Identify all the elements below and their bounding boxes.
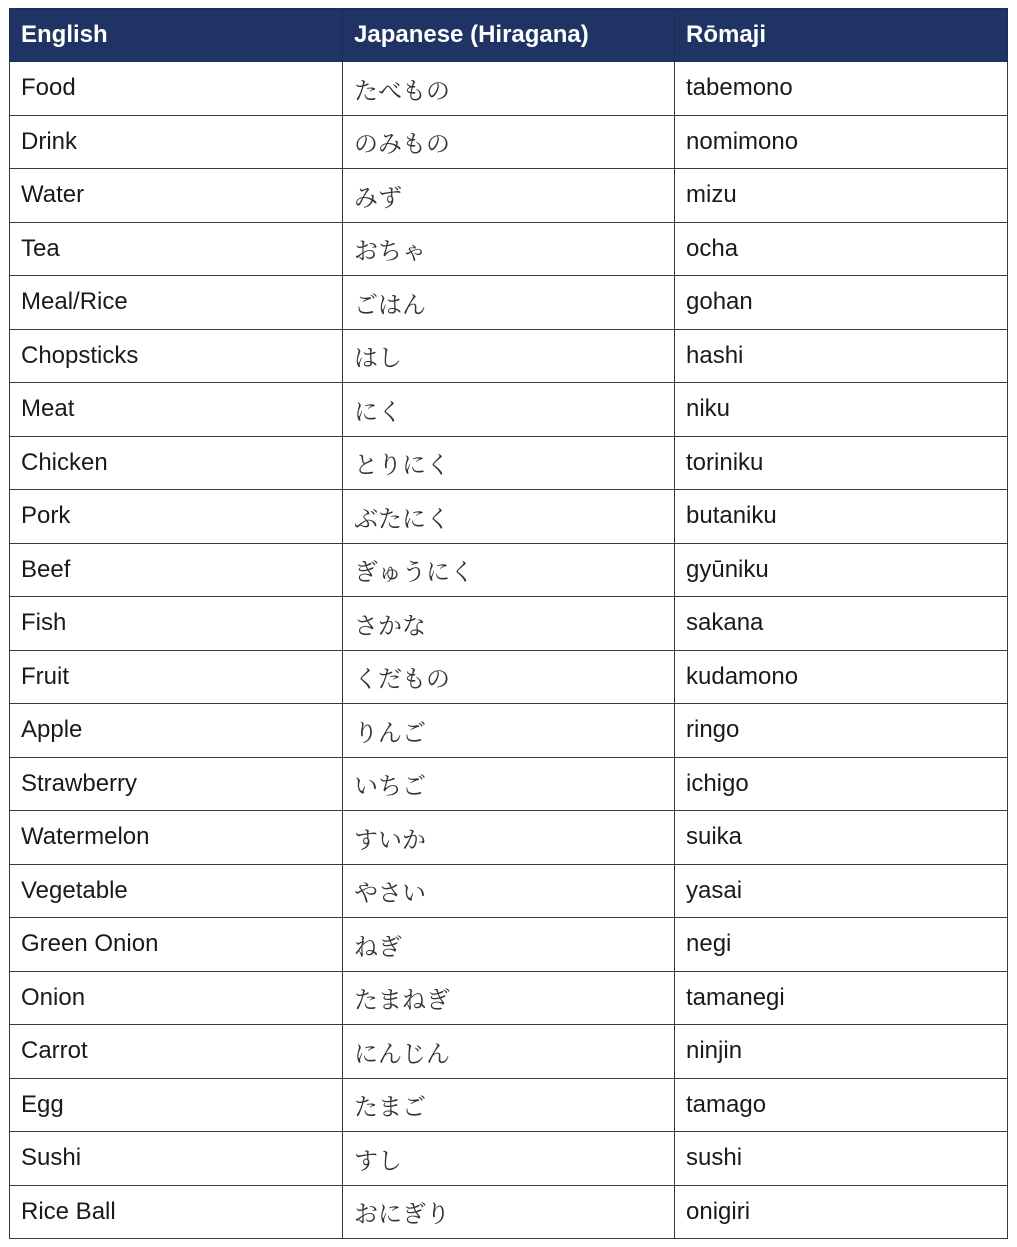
hiragana-cell: ごはん (343, 276, 675, 330)
english-cell: Vegetable (10, 864, 343, 918)
hiragana-cell: おちゃ (343, 222, 675, 276)
english-cell: Carrot (10, 1025, 343, 1079)
hiragana-cell: すいか (343, 811, 675, 865)
romaji-cell: nomimono (675, 115, 1008, 169)
hiragana-cell: くだもの (343, 650, 675, 704)
hiragana-cell: ぶたにく (343, 490, 675, 544)
table-row (10, 757, 1008, 811)
english-cell: Green Onion (10, 918, 343, 972)
english-cell: Onion (10, 971, 343, 1025)
table-row (10, 597, 1008, 651)
romaji-cell: hashi (675, 329, 1008, 383)
hiragana-cell: すし (343, 1132, 675, 1186)
hiragana-cell: いちご (343, 757, 675, 811)
romaji-cell: gohan (675, 276, 1008, 330)
romaji-cell: ocha (675, 222, 1008, 276)
table-row (10, 436, 1008, 490)
romaji-cell: niku (675, 383, 1008, 437)
romaji-cell: ringo (675, 704, 1008, 758)
english-cell: Chicken (10, 436, 343, 490)
romaji-cell: mizu (675, 169, 1008, 223)
table-body (10, 62, 1008, 1239)
english-cell: Beef (10, 543, 343, 597)
hiragana-cell: たべもの (343, 62, 675, 116)
english-cell: Meat (10, 383, 343, 437)
table-row (10, 918, 1008, 972)
hiragana-cell: りんご (343, 704, 675, 758)
romaji-cell: sushi (675, 1132, 1008, 1186)
romaji-cell: sakana (675, 597, 1008, 651)
hiragana-cell: たまご (343, 1078, 675, 1132)
english-cell: Sushi (10, 1132, 343, 1186)
romaji-cell: onigiri (675, 1185, 1008, 1239)
table-row (10, 1025, 1008, 1079)
romaji-cell: tamanegi (675, 971, 1008, 1025)
hiragana-cell: みず (343, 169, 675, 223)
romaji-cell: suika (675, 811, 1008, 865)
english-cell: Watermelon (10, 811, 343, 865)
table-row (10, 543, 1008, 597)
table-row (10, 1132, 1008, 1186)
table-row (10, 329, 1008, 383)
romaji-cell: butaniku (675, 490, 1008, 544)
table-row (10, 383, 1008, 437)
header-row (10, 9, 1008, 62)
english-cell: Egg (10, 1078, 343, 1132)
romaji-cell: tabemono (675, 62, 1008, 116)
vocabulary-table (9, 8, 1008, 1239)
english-cell: Fruit (10, 650, 343, 704)
table-row (10, 115, 1008, 169)
english-cell: Chopsticks (10, 329, 343, 383)
english-cell: Rice Ball (10, 1185, 343, 1239)
table-row (10, 1078, 1008, 1132)
hiragana-cell: ぎゅうにく (343, 543, 675, 597)
hiragana-cell: たまねぎ (343, 971, 675, 1025)
hiragana-cell: はし (343, 329, 675, 383)
table-row (10, 169, 1008, 223)
english-cell: Fish (10, 597, 343, 651)
romaji-cell: ninjin (675, 1025, 1008, 1079)
english-cell: Tea (10, 222, 343, 276)
romaji-cell: gyūniku (675, 543, 1008, 597)
hiragana-cell: とりにく (343, 436, 675, 490)
english-cell: Strawberry (10, 757, 343, 811)
hiragana-cell: さかな (343, 597, 675, 651)
hiragana-cell: ねぎ (343, 918, 675, 972)
column-header-romaji: Rōmaji (675, 9, 1008, 62)
hiragana-cell: やさい (343, 864, 675, 918)
english-cell: Apple (10, 704, 343, 758)
english-cell: Food (10, 62, 343, 116)
hiragana-cell: にく (343, 383, 675, 437)
column-header-english: English (10, 9, 343, 62)
table-row (10, 1185, 1008, 1239)
romaji-cell: negi (675, 918, 1008, 972)
english-cell: Water (10, 169, 343, 223)
hiragana-cell: おにぎり (343, 1185, 675, 1239)
table-row (10, 276, 1008, 330)
romaji-cell: tamago (675, 1078, 1008, 1132)
table-row (10, 864, 1008, 918)
table-row (10, 62, 1008, 116)
english-cell: Pork (10, 490, 343, 544)
hiragana-cell: にんじん (343, 1025, 675, 1079)
romaji-cell: ichigo (675, 757, 1008, 811)
table-row (10, 650, 1008, 704)
table-row (10, 222, 1008, 276)
romaji-cell: toriniku (675, 436, 1008, 490)
column-header-japanese: Japanese (Hiragana) (343, 9, 675, 62)
table-row (10, 971, 1008, 1025)
table-row (10, 811, 1008, 865)
hiragana-cell: のみもの (343, 115, 675, 169)
english-cell: Meal/Rice (10, 276, 343, 330)
table-row (10, 704, 1008, 758)
romaji-cell: kudamono (675, 650, 1008, 704)
english-cell: Drink (10, 115, 343, 169)
romaji-cell: yasai (675, 864, 1008, 918)
table-header (10, 9, 1008, 62)
table-row (10, 490, 1008, 544)
